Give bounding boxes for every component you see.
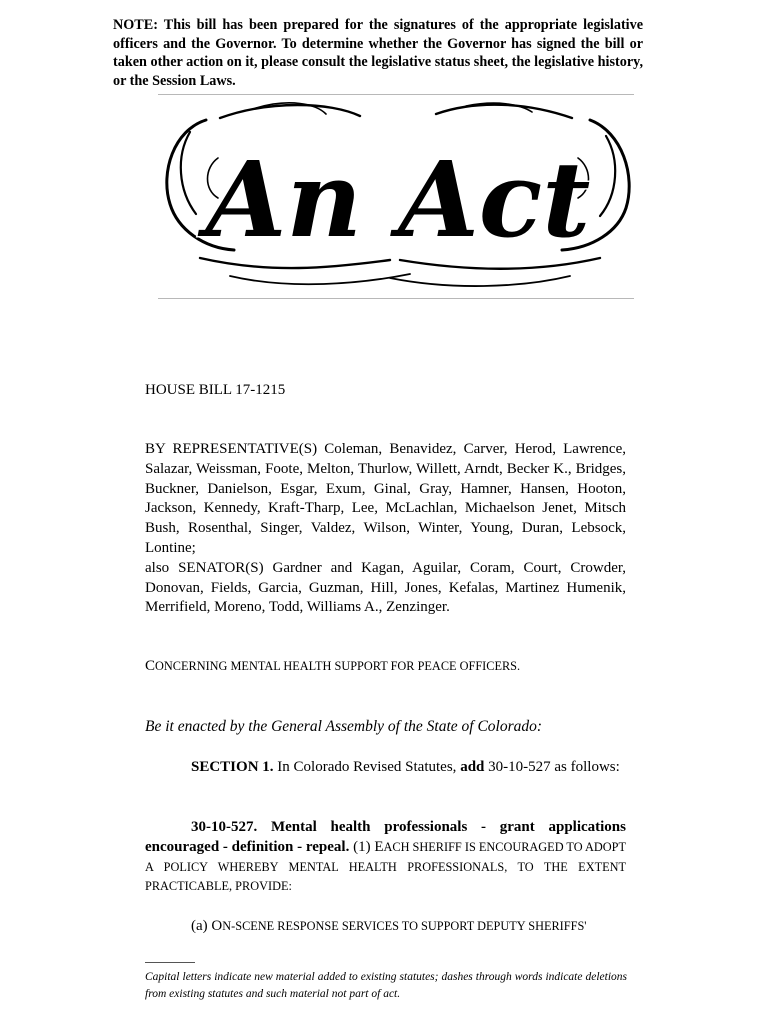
signature-note: NOTE: This bill has been prepared for the signatures of the appropriate legislative officers and the Governor. To determine whether the Governor has signed the bill or taken other action on it, please consult the legislative status sheet, the legislative history, or the Session Laws. <box>113 17 643 89</box>
section-30-10-527 <box>145 818 626 897</box>
section-1-heading: SECTION 1. <box>191 759 274 775</box>
section-527-heading: 30-10-527. Mental health professionals - grant applications encouraged - definition - repeal. <box>145 819 626 855</box>
footnote-rule <box>145 962 195 963</box>
bill-number: HOUSE BILL 17-1215 <box>145 382 286 398</box>
banner-top-rule <box>158 94 634 95</box>
subsection-1-initial: E <box>374 838 384 855</box>
paragraph-a-text-1: N <box>222 919 232 933</box>
section-1-action: add <box>460 759 485 775</box>
an-act-text: An Act <box>205 138 591 261</box>
title-initial: C <box>145 658 156 674</box>
senators-list: also SENATOR(S) Gardner and Kagan, Aguilar, Coram, Court, Crowder, Donovan, Fields, Garcia, Guzman, Hill, Jones, Kefalas, Martinez Humenik, Merrifield, Moreno, Todd, Williams A., Zenzinger. <box>145 559 626 616</box>
an-act-banner <box>160 98 636 294</box>
paragraph-a-label: (a) <box>191 918 212 934</box>
paragraph-a-text-2: -SCENE RESPONSE SERVICES TO SUPPORT DEPUTY SHERIFFS' <box>231 919 587 933</box>
an-act-calligraphy <box>160 98 636 294</box>
representatives-list: BY REPRESENTATIVE(S) Coleman, Benavidez, Carver, Herod, Lawrence, Salazar, Weissman, Foote, Melton, Thurlow, Willett, Arndt, Becker K., Bridges, Buckner, Danielson, Esgar, Exum, Ginal, Gray, Hamner, Hansen, Hooton, Jackson, Kennedy, Kraft-Tharp, Lee, McLachlan, Michaelson Jenet, Mitsch Bush, Rosenthal, Singer, Valdez, Wilson, Winter, Young, Duran, Lebsock, Lontine; <box>145 441 626 556</box>
subsection-1-label: (1) <box>349 838 375 855</box>
title-rest: ONCERNING MENTAL HEALTH SUPPORT FOR PEACE OFFICERS. <box>155 659 521 673</box>
bill-title <box>145 657 626 677</box>
paragraph-a-initial: O <box>211 918 223 934</box>
footnote: Capital letters indicate new material added to existing statutes; dashes through words indicate deletions from existing statutes and such material not part of act. <box>145 971 627 1000</box>
section-1-text-a: In Colorado Revised Statutes, <box>273 759 461 775</box>
paragraph-a <box>191 917 627 937</box>
section-1-text-b: 30-10-527 as follows: <box>484 759 620 775</box>
section-1 <box>145 758 626 778</box>
banner-bottom-rule <box>158 298 634 299</box>
enacting-clause: Be it enacted by the General Assembly of the State of Colorado: <box>145 718 543 735</box>
subsection-1-text: ACH SHERIFF IS ENCOURAGED TO ADOPT A POLICY WHEREBY MENTAL HEALTH PROFESSIONALS, TO THE EXTENT PRACTICABLE, PROVIDE: <box>145 839 626 894</box>
sponsors-block <box>145 440 626 618</box>
